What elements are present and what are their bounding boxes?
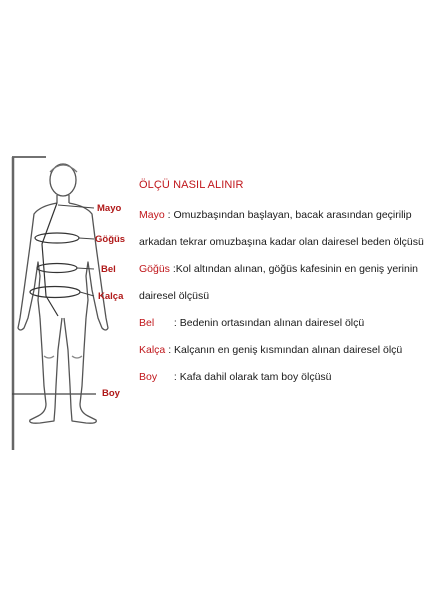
definition-text: : Bedenin ortasından alınan dairesel ölçü <box>173 317 365 329</box>
definition-term: Bel <box>139 317 155 329</box>
figure-label-bel: Bel <box>101 264 116 275</box>
figure-label-boy: Boy <box>102 388 120 399</box>
definition-term: Boy <box>139 371 158 383</box>
figure-label-mayo: Mayo <box>97 203 122 214</box>
pointer-lines <box>58 205 94 296</box>
definition-text: : Omuzbaşından başlayan, bacak arasından geçirilip <box>167 209 412 221</box>
figure-label-gogus: Göğüs <box>95 234 126 245</box>
definition-term: Göğüs <box>139 263 170 275</box>
definition-text: : Kafa dahil olarak tam boy ölçüsü <box>173 371 332 383</box>
definition-text: arkadan tekrar omuzbaşına kadar olan dairesel beden ölçüsü <box>139 236 424 248</box>
definition-term: Mayo <box>139 209 165 221</box>
definition-text: :Kol altından alınan, göğüs kafesinin en geniş yerinin <box>172 263 419 275</box>
gogus-ellipse <box>35 233 79 243</box>
definition-kalca <box>139 344 402 356</box>
kalca-ellipse <box>30 287 80 298</box>
figure-label-kalca: Kalça <box>98 291 124 302</box>
definition-mayo <box>139 209 412 221</box>
definition-boy <box>139 371 332 383</box>
mayo-line <box>42 203 58 316</box>
definition-text: : Kalçanın en geniş kısmından alınan dairesel ölçü <box>168 344 403 356</box>
definition-bel <box>139 317 364 329</box>
definition-term: Kalça <box>139 344 166 356</box>
definition-mayo-cont <box>139 236 424 248</box>
bel-ellipse <box>37 264 77 273</box>
page-title: ÖLÇÜ NASIL ALINIR <box>139 179 244 191</box>
definition-text: dairesel ölçüsü <box>139 290 210 302</box>
definition-gogus-cont <box>139 290 209 302</box>
definition-gogus <box>139 263 418 275</box>
